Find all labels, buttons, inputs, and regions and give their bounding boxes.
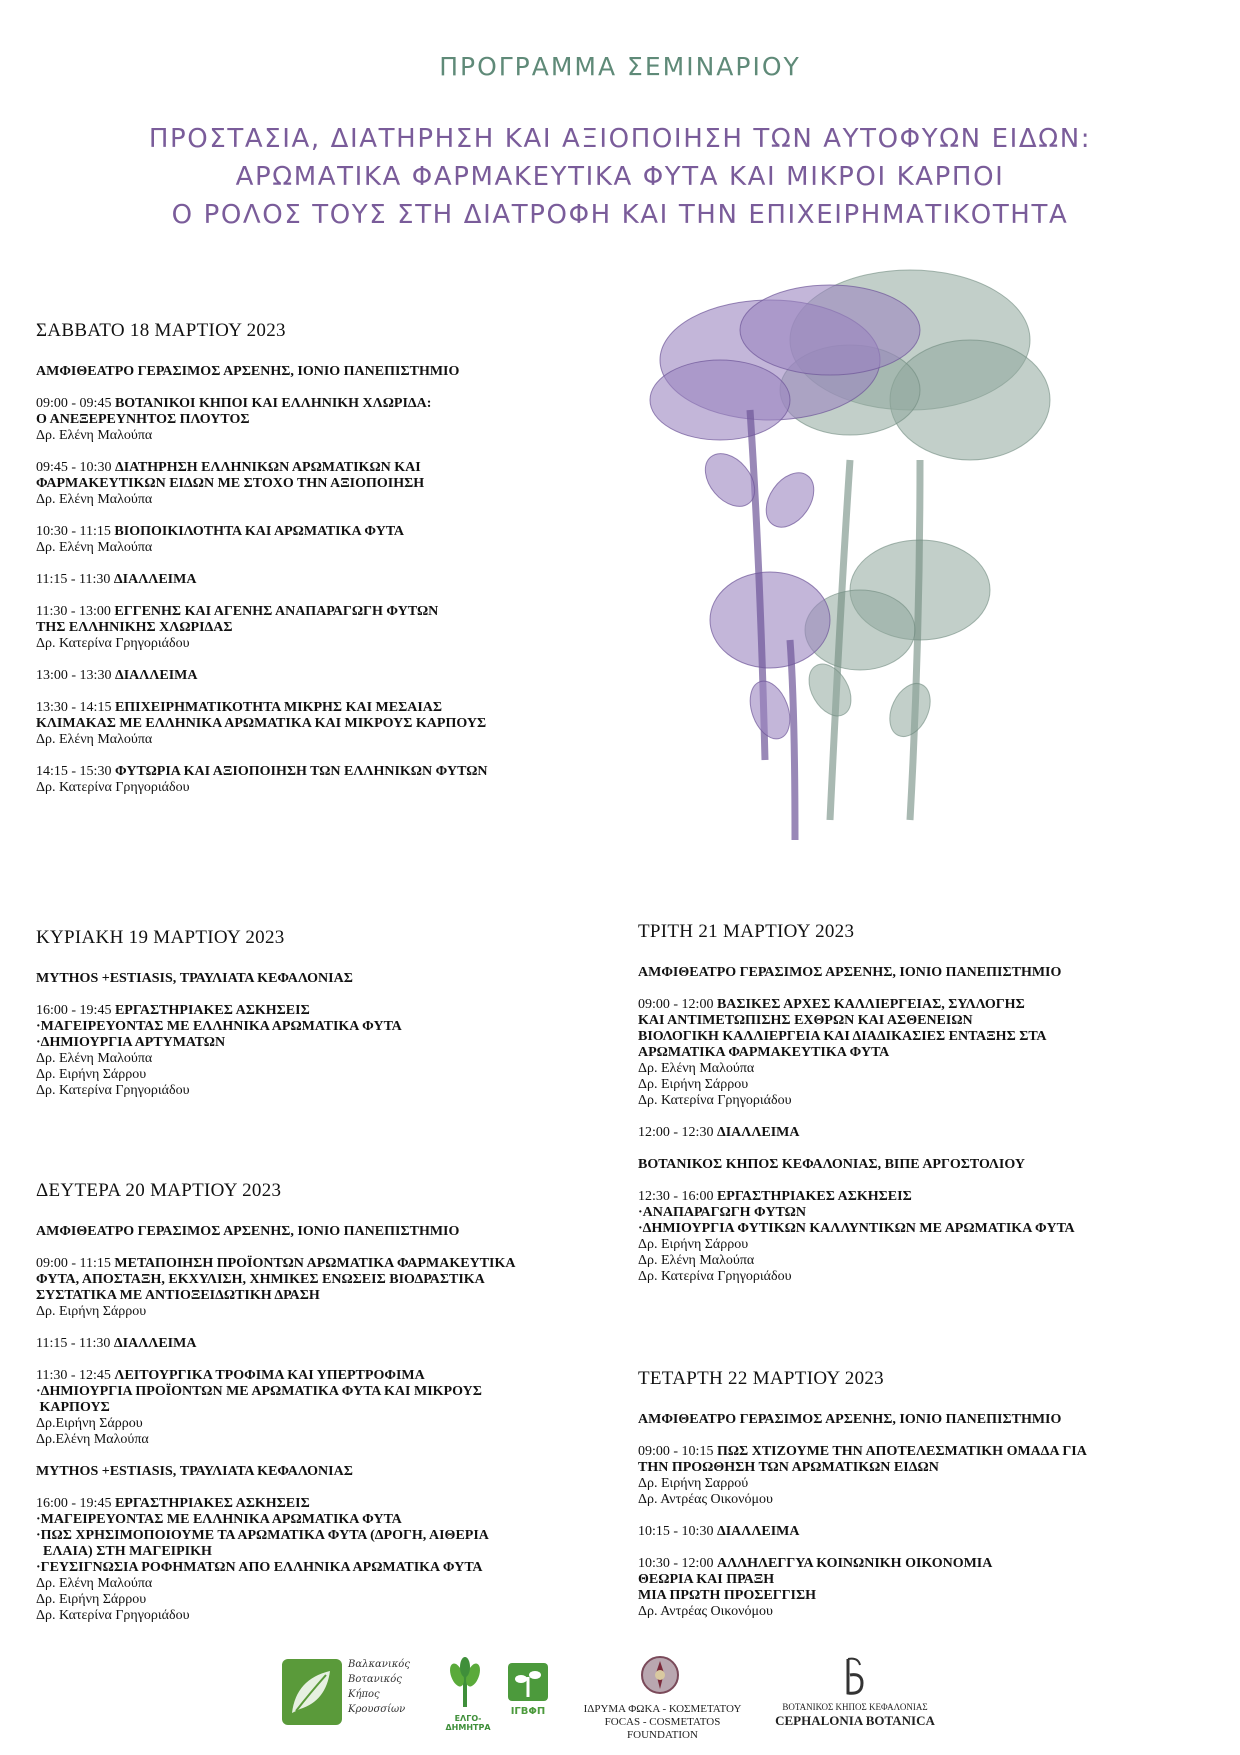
session-title: ΛΕΙΤΟΥΡΓΙΚΑ ΤΡΟΦΙΜΑ ΚΑΙ ΥΠΕΡΤΡΟΦΙΜΑ [114,1368,425,1383]
cephalonia-emblem-icon [838,1655,872,1697]
speaker: Δρ. Ελένη Μαλούπα [638,1061,755,1076]
session [36,700,636,748]
session-item: ·ΓΕΥΣΙΓΝΩΣΙΑ ΡΟΦΗΜΑΤΩΝ ΑΠΟ ΕΛΛΗΝΙΚΑ ΑΡΩΜΑΤΙΚΑ ΦΥΤΑ [36,1560,483,1575]
session-title: ΕΡΓΑΣΤΗΡΙΑΚΕΣ ΑΣΚΗΣΕΙΣ [114,1496,310,1511]
title-line-1: ΠΡΟΣΤΑΣΙΑ, ΔΙΑΤΗΡΗΣΗ ΚΑΙ ΑΞΙΟΠΟΙΗΣΗ ΤΩΝ ΑΥΤΟΦΥΩΝ ΕΙΔΩΝ: [148,124,1092,154]
session-title: ΔΙΑΛΛΕΙΜΑ [716,1125,800,1140]
focas-cosmetatos-logo [570,1655,755,1741]
igbfp-logo [508,1663,548,1719]
session-title: ΒΟΤΑΝΙΚΟΙ ΚΗΠΟΙ ΚΑΙ ΕΛΛΗΝΙΚΗ ΧΛΩΡΙΔΑ: [114,396,432,411]
session-item: ·ΔΗΜΙΟΥΡΓΙΑ ΦΥΤΙΚΩΝ ΚΑΛΛΥΝΤΙΚΩΝ ΜΕ ΑΡΩΜΑΤΙΚΑ ΦΥΤΑ [638,1221,1075,1236]
day-heading: ΔΕΥΤΕΡΑ 20 ΜΑΡΤΙΟΥ 2023 [36,1180,282,1201]
tuesday-section [638,921,1238,1301]
session-title: ΕΠΙΧΕΙΡΗΜΑΤΙΚΟΤΗΤΑ ΜΙΚΡΗΣ ΚΑΙ ΜΕΣΑΙΑΣ [114,700,443,715]
session-time: 11:15 - 11:30 [36,572,114,587]
session [36,1003,636,1099]
session-title: ΣΥΣΤΑΤΙΚΑ ΜΕ ΑΝΤΙΟΞΕΙΔΩΤΙΚΗ ΔΡΑΣΗ [36,1288,320,1303]
cephalonia-logo-text: ΒΟΤΑΝΙΚΟΣ ΚΗΠΟΣ ΚΕΦΑΛΟΝΙΑΣ [782,1702,928,1712]
speaker: Δρ. Κατερίνα Γρηγοριάδου [638,1269,792,1284]
speaker: Δρ. Ειρήνη Σαρρού [638,1476,749,1491]
igbfp-logo-text: ΙΓΒΦΠ [510,1706,546,1717]
session-item: ·ΠΩΣ ΧΡΗΣΙΜΟΠΟΙΟΥΜΕ ΤΑ ΑΡΩΜΑΤΙΚΑ ΦΥΤΑ (ΔΡΟΓΗ, ΑΙΘΕΡΙΑ [36,1528,489,1543]
plant-icon [508,1663,548,1701]
session-title: ΔΙΑΛΛΕΙΜΑ [716,1524,800,1539]
balkan-logo-text: Βαλκανικός [348,1659,410,1670]
session-item: ·ΜΑΓΕΙΡΕΥΟΝΤΑΣ ΜΕ ΕΛΛΗΝΙΚΑ ΑΡΩΜΑΤΙΚΑ ΦΥΤΑ [36,1512,402,1527]
speaker: Δρ. Κατερίνα Γρηγοριάδου [36,1083,190,1098]
speaker: Δρ.Ελένη Μαλούπα [36,1432,149,1447]
session-title: ΔΙΑΛΛΕΙΜΑ [113,1336,197,1351]
speaker: Δρ. Ελένη Μαλούπα [36,732,153,747]
session [638,1556,1238,1620]
wheat-icon [435,1657,495,1709]
session-time: 10:15 - 10:30 [638,1524,717,1539]
break [36,1336,636,1352]
session [36,1256,636,1320]
session-title: ΑΡΩΜΑΤΙΚΑ ΦΑΡΜΑΚΕΥΤΙΚΑ ΦΥΤΑ [638,1045,890,1060]
session-time: 12:00 - 12:30 [638,1125,717,1140]
session [638,1189,1238,1285]
session-title: ΦΑΡΜΑΚΕΥΤΙΚΩΝ ΕΙΔΩΝ ΜΕ ΣΤΟΧΟ ΤΗΝ ΑΞΙΟΠΟΙΗΣΗ [36,476,425,491]
title-line-3: Ο ΡΟΛΟΣ ΤΟΥΣ ΣΤΗ ΔΙΑΤΡΟΦΗ ΚΑΙ ΤΗΝ ΕΠΙΧΕΙΡΗΜΑΤΙΚΟΤΗΤΑ [171,200,1069,230]
session [36,1368,636,1448]
cephalonia-logo-text: CEPHALONIA BOTANICA [775,1713,935,1728]
session-time: 11:30 - 13:00 [36,604,115,619]
session-title: ΜΙΑ ΠΡΩΤΗ ΠΡΟΣΕΓΓΙΣΗ [638,1588,817,1603]
speaker: Δρ. Κατερίνα Γρηγοριάδου [638,1093,792,1108]
speaker: Δρ. Ειρήνη Σάρρου [36,1592,147,1607]
speaker: Δρ. Ελένη Μαλούπα [36,428,153,443]
break [638,1524,1238,1540]
speaker: Δρ. Ειρήνη Σάρρου [36,1067,147,1082]
day-heading: ΣΑΒΒΑΤΟ 18 ΜΑΡΤΙΟΥ 2023 [36,320,286,341]
session-time: 11:15 - 11:30 [36,1336,114,1351]
session-item: ·ΜΑΓΕΙΡΕΥΟΝΤΑΣ ΜΕ ΕΛΛΗΝΙΚΑ ΑΡΩΜΑΤΙΚΑ ΦΥΤΑ [36,1019,402,1034]
session-title: ΚΛΙΜΑΚΑΣ ΜΕ ΕΛΛΗΝΙΚΑ ΑΡΩΜΑΤΙΚΑ ΚΑΙ ΜΙΚΡΟΥΣ ΚΑΡΠΟΥΣ [36,716,487,731]
session-time: 16:00 - 19:45 [36,1496,115,1511]
elgo-logo-text: ΕΛΓΟ-ΔΗΜΗΤΡΑ [445,1714,491,1732]
venue: ΒΟΤΑΝΙΚΟΣ ΚΗΠΟΣ ΚΕΦΑΛΟΝΙΑΣ, ΒΙΠΕ ΑΡΓΟΣΤΟΛΙΟΥ [638,1157,1026,1172]
day-heading: ΤΡΙΤΗ 21 ΜΑΡΤΙΟΥ 2023 [638,921,855,942]
session-item: ·ΔΗΜΙΟΥΡΓΙΑ ΑΡΤΥΜΑΤΩΝ [36,1035,226,1050]
session-time: 14:15 - 15:30 [36,764,115,779]
speaker: Δρ. Ελένη Μαλούπα [36,1576,153,1591]
speaker: Δρ. Ελένη Μαλούπα [36,540,153,555]
session-time: 09:00 - 11:15 [36,1256,115,1271]
speaker: Δρ.Ειρήνη Σάρρου [36,1416,143,1431]
session [36,460,636,508]
leaf-icon [282,1659,342,1725]
session-title: ΦΥΤΩΡΙΑ ΚΑΙ ΑΞΙΟΠΟΙΗΣΗ ΤΩΝ ΕΛΛΗΝΙΚΩΝ ΦΥΤΩΝ [114,764,488,779]
session [36,524,636,556]
session-time: 13:00 - 13:30 [36,668,115,683]
sunday-section [36,927,636,1115]
session-item: ·ΑΝΑΠΑΡΑΓΩΓΗ ΦΥΤΩΝ [638,1205,806,1220]
crest-icon [640,1655,680,1695]
cephalonia-botanica-logo [765,1655,945,1735]
session-title: ΜΕΤΑΠΟΙΗΣΗ ΠΡΟΪΟΝΤΩΝ ΑΡΩΜΑΤΙΚΑ ΦΑΡΜΑΚΕΥΤΙΚΑ [114,1256,516,1271]
session-time: 09:00 - 12:00 [638,997,717,1012]
day-heading: ΤΕΤΑΡΤΗ 22 ΜΑΡΤΙΟΥ 2023 [638,1368,884,1389]
session-title: ΒΑΣΙΚΕΣ ΑΡΧΕΣ ΚΑΛΛΙΕΡΓΕΙΑΣ, ΣΥΛΛΟΓΗΣ [716,997,1025,1012]
sponsor-logos [280,1655,980,1745]
session-title: ΤΗΣ ΕΛΛΗΝΙΚΗΣ ΧΛΩΡΙΔΑΣ [36,620,233,635]
program-label: ΠΡΟΓΡΑΜΜΑ ΣΕΜΙΝΑΡΙΟΥ [439,52,801,81]
session-title: ΘΕΩΡΙΑ ΚΑΙ ΠΡΑΞΗ [638,1572,775,1587]
wednesday-section [638,1368,1238,1636]
session-time: 09:00 - 10:15 [638,1444,717,1459]
session-title: ΕΡΓΑΣΤΗΡΙΑΚΕΣ ΑΣΚΗΣΕΙΣ [114,1003,310,1018]
session [638,1444,1238,1508]
session-title: ΒΙΟΛΟΓΙΚΗ ΚΑΛΛΙΕΡΓΕΙΑ ΚΑΙ ΔΙΑΔΙΚΑΣΙΕΣ ΕΝΤΑΞΗΣ ΣΤΑ [638,1029,1047,1044]
session-title: ΒΙΟΠΟΙΚΙΛΟΤΗΤΑ ΚΑΙ ΑΡΩΜΑΤΙΚΑ ΦΥΤΑ [114,524,404,539]
session [36,604,636,652]
speaker: Δρ. Αντρέας Οικονόμου [638,1604,773,1619]
venue: ΑΜΦΙΘΕΑΤΡΟ ΓΕΡΑΣΙΜΟΣ ΑΡΣΕΝΗΣ, ΙΟΝΙΟ ΠΑΝΕΠΙΣΤΗΜΙΟ [638,965,1062,980]
venue: MYTHOS +ESTIASIS, ΤΡΑΥΛΙΑΤΑ ΚΕΦΑΛΟΝΙΑΣ [36,971,353,986]
session-time: 10:30 - 12:00 [638,1556,717,1571]
session [36,764,636,796]
speaker: Δρ. Ελένη Μαλούπα [36,1051,153,1066]
session-time: 12:30 - 16:00 [638,1189,717,1204]
session-title: ΔΙΑΛΛΕΙΜΑ [114,668,198,683]
focas-logo-text: ΙΔΡΥΜΑ ΦΩΚΑ - ΚΟΣΜΕΤΑΤΟΥ [583,1703,742,1715]
speaker: Δρ. Ειρήνη Σάρρου [638,1077,749,1092]
break [638,1125,1238,1141]
speaker: Δρ. Ελένη Μαλούπα [36,492,153,507]
session-time: 16:00 - 19:45 [36,1003,115,1018]
session [36,1496,636,1624]
focas-logo-text: FOCAS - COSMETATOS FOUNDATION [604,1716,721,1741]
balkan-logo-text: Κρουσσίων [348,1704,406,1715]
session-title: ΑΛΛΗΛΕΓΓΥΑ ΚΟΙΝΩΝΙΚΗ ΟΙΚΟΝΟΜΙΑ [716,1556,993,1571]
session-title: ΕΡΓΑΣΤΗΡΙΑΚΕΣ ΑΣΚΗΣΕΙΣ [716,1189,912,1204]
venue: ΑΜΦΙΘΕΑΤΡΟ ΓΕΡΑΣΙΜΟΣ ΑΡΣΕΝΗΣ, ΙΟΝΙΟ ΠΑΝΕΠΙΣΤΗΜΙΟ [638,1412,1062,1427]
session-title: ΔΙΑΛΛΕΙΜΑ [113,572,197,587]
session-item: ·ΔΗΜΙΟΥΡΓΙΑ ΠΡΟΪΟΝΤΩΝ ΜΕ ΑΡΩΜΑΤΙΚΑ ΦΥΤΑ ΚΑΙ ΜΙΚΡΟΥΣ [36,1384,482,1399]
speaker: Δρ. Κατερίνα Γρηγοριάδου [36,1608,190,1623]
venue: ΑΜΦΙΘΕΑΤΡΟ ΓΕΡΑΣΙΜΟΣ ΑΡΣΕΝΗΣ, ΙΟΝΙΟ ΠΑΝΕΠΙΣΤΗΜΙΟ [36,1224,460,1239]
session [36,396,636,444]
elgo-dimitra-logo [435,1657,501,1732]
balkan-botanic-garden-logo [280,1655,410,1735]
speaker: Δρ. Ειρήνη Σάρρου [638,1237,749,1252]
plant-illustration [620,260,1080,870]
session-title: ΔΙΑΤΗΡΗΣΗ ΕΛΛΗΝΙΚΩΝ ΑΡΩΜΑΤΙΚΩΝ ΚΑΙ [114,460,421,475]
session-item: ΕΛΑΙΑ) ΣΤΗ ΜΑΓΕΙΡΙΚΗ [36,1544,212,1559]
speaker: Δρ. Κατερίνα Γρηγοριάδου [36,780,190,795]
speaker: Δρ. Ελένη Μαλούπα [638,1253,755,1268]
session-time: 09:45 - 10:30 [36,460,115,475]
session-time: 10:30 - 11:15 [36,524,115,539]
session-time: 13:30 - 14:15 [36,700,115,715]
session-title: ΠΩΣ ΧΤΙΖΟΥΜΕ ΤΗΝ ΑΠΟΤΕΛΕΣΜΑΤΙΚΗ ΟΜΑΔΑ ΓΙΑ [716,1444,1087,1459]
speaker: Δρ. Ειρήνη Σάρρου [36,1304,147,1319]
day-heading: ΚΥΡΙΑΚΗ 19 ΜΑΡΤΙΟΥ 2023 [36,927,285,948]
balkan-logo-text: Βοτανικός [348,1674,402,1685]
session-title: ΕΓΓΕΝΗΣ ΚΑΙ ΑΓΕΝΗΣ ΑΝΑΠΑΡΑΓΩΓΗ ΦΥΤΩΝ [114,604,439,619]
session-time: 11:30 - 12:45 [36,1368,115,1383]
speaker: Δρ. Κατερίνα Γρηγοριάδου [36,636,190,651]
title-line-2: ΑΡΩΜΑΤΙΚΑ ΦΑΡΜΑΚΕΥΤΙΚΑ ΦΥΤΑ ΚΑΙ ΜΙΚΡΟΙ ΚΑΡΠΟΙ [235,162,1005,192]
venue: MYTHOS +ESTIASIS, ΤΡΑΥΛΙΑΤΑ ΚΕΦΑΛΟΝΙΑΣ [36,1464,353,1479]
session [638,997,1238,1109]
balkan-logo-text: Κήπος [348,1689,380,1700]
session-title: Ο ΑΝΕΞΕΡΕΥΝΗΤΟΣ ΠΛΟΥΤΟΣ [36,412,250,427]
seminar-title [0,120,1240,234]
saturday-section [36,320,636,812]
session-title: ΚΑΙ ΑΝΤΙΜΕΤΩΠΙΣΗΣ ΕΧΘΡΩΝ ΚΑΙ ΑΣΘΕΝΕΙΩΝ [638,1013,973,1028]
break [36,668,636,684]
speaker: Δρ. Αντρέας Οικονόμου [638,1492,773,1507]
break [36,572,636,588]
session-time: 09:00 - 09:45 [36,396,115,411]
session-title: ΦΥΤΑ, ΑΠΟΣΤΑΞΗ, ΕΚΧΥΛΙΣΗ, ΧΗΜΙΚΕΣ ΕΝΩΣΕΙΣ ΒΙΟΔΡΑΣΤΙΚΑ [36,1272,485,1287]
session-title: ΤΗΝ ΠΡΟΩΘΗΣΗ ΤΩΝ ΑΡΩΜΑΤΙΚΩΝ ΕΙΔΩΝ [638,1460,939,1475]
session-item: ΚΑΡΠΟΥΣ [36,1400,110,1415]
monday-section [36,1180,636,1640]
venue: ΑΜΦΙΘΕΑΤΡΟ ΓΕΡΑΣΙΜΟΣ ΑΡΣΕΝΗΣ, ΙΟΝΙΟ ΠΑΝΕΠΙΣΤΗΜΙΟ [36,364,460,379]
